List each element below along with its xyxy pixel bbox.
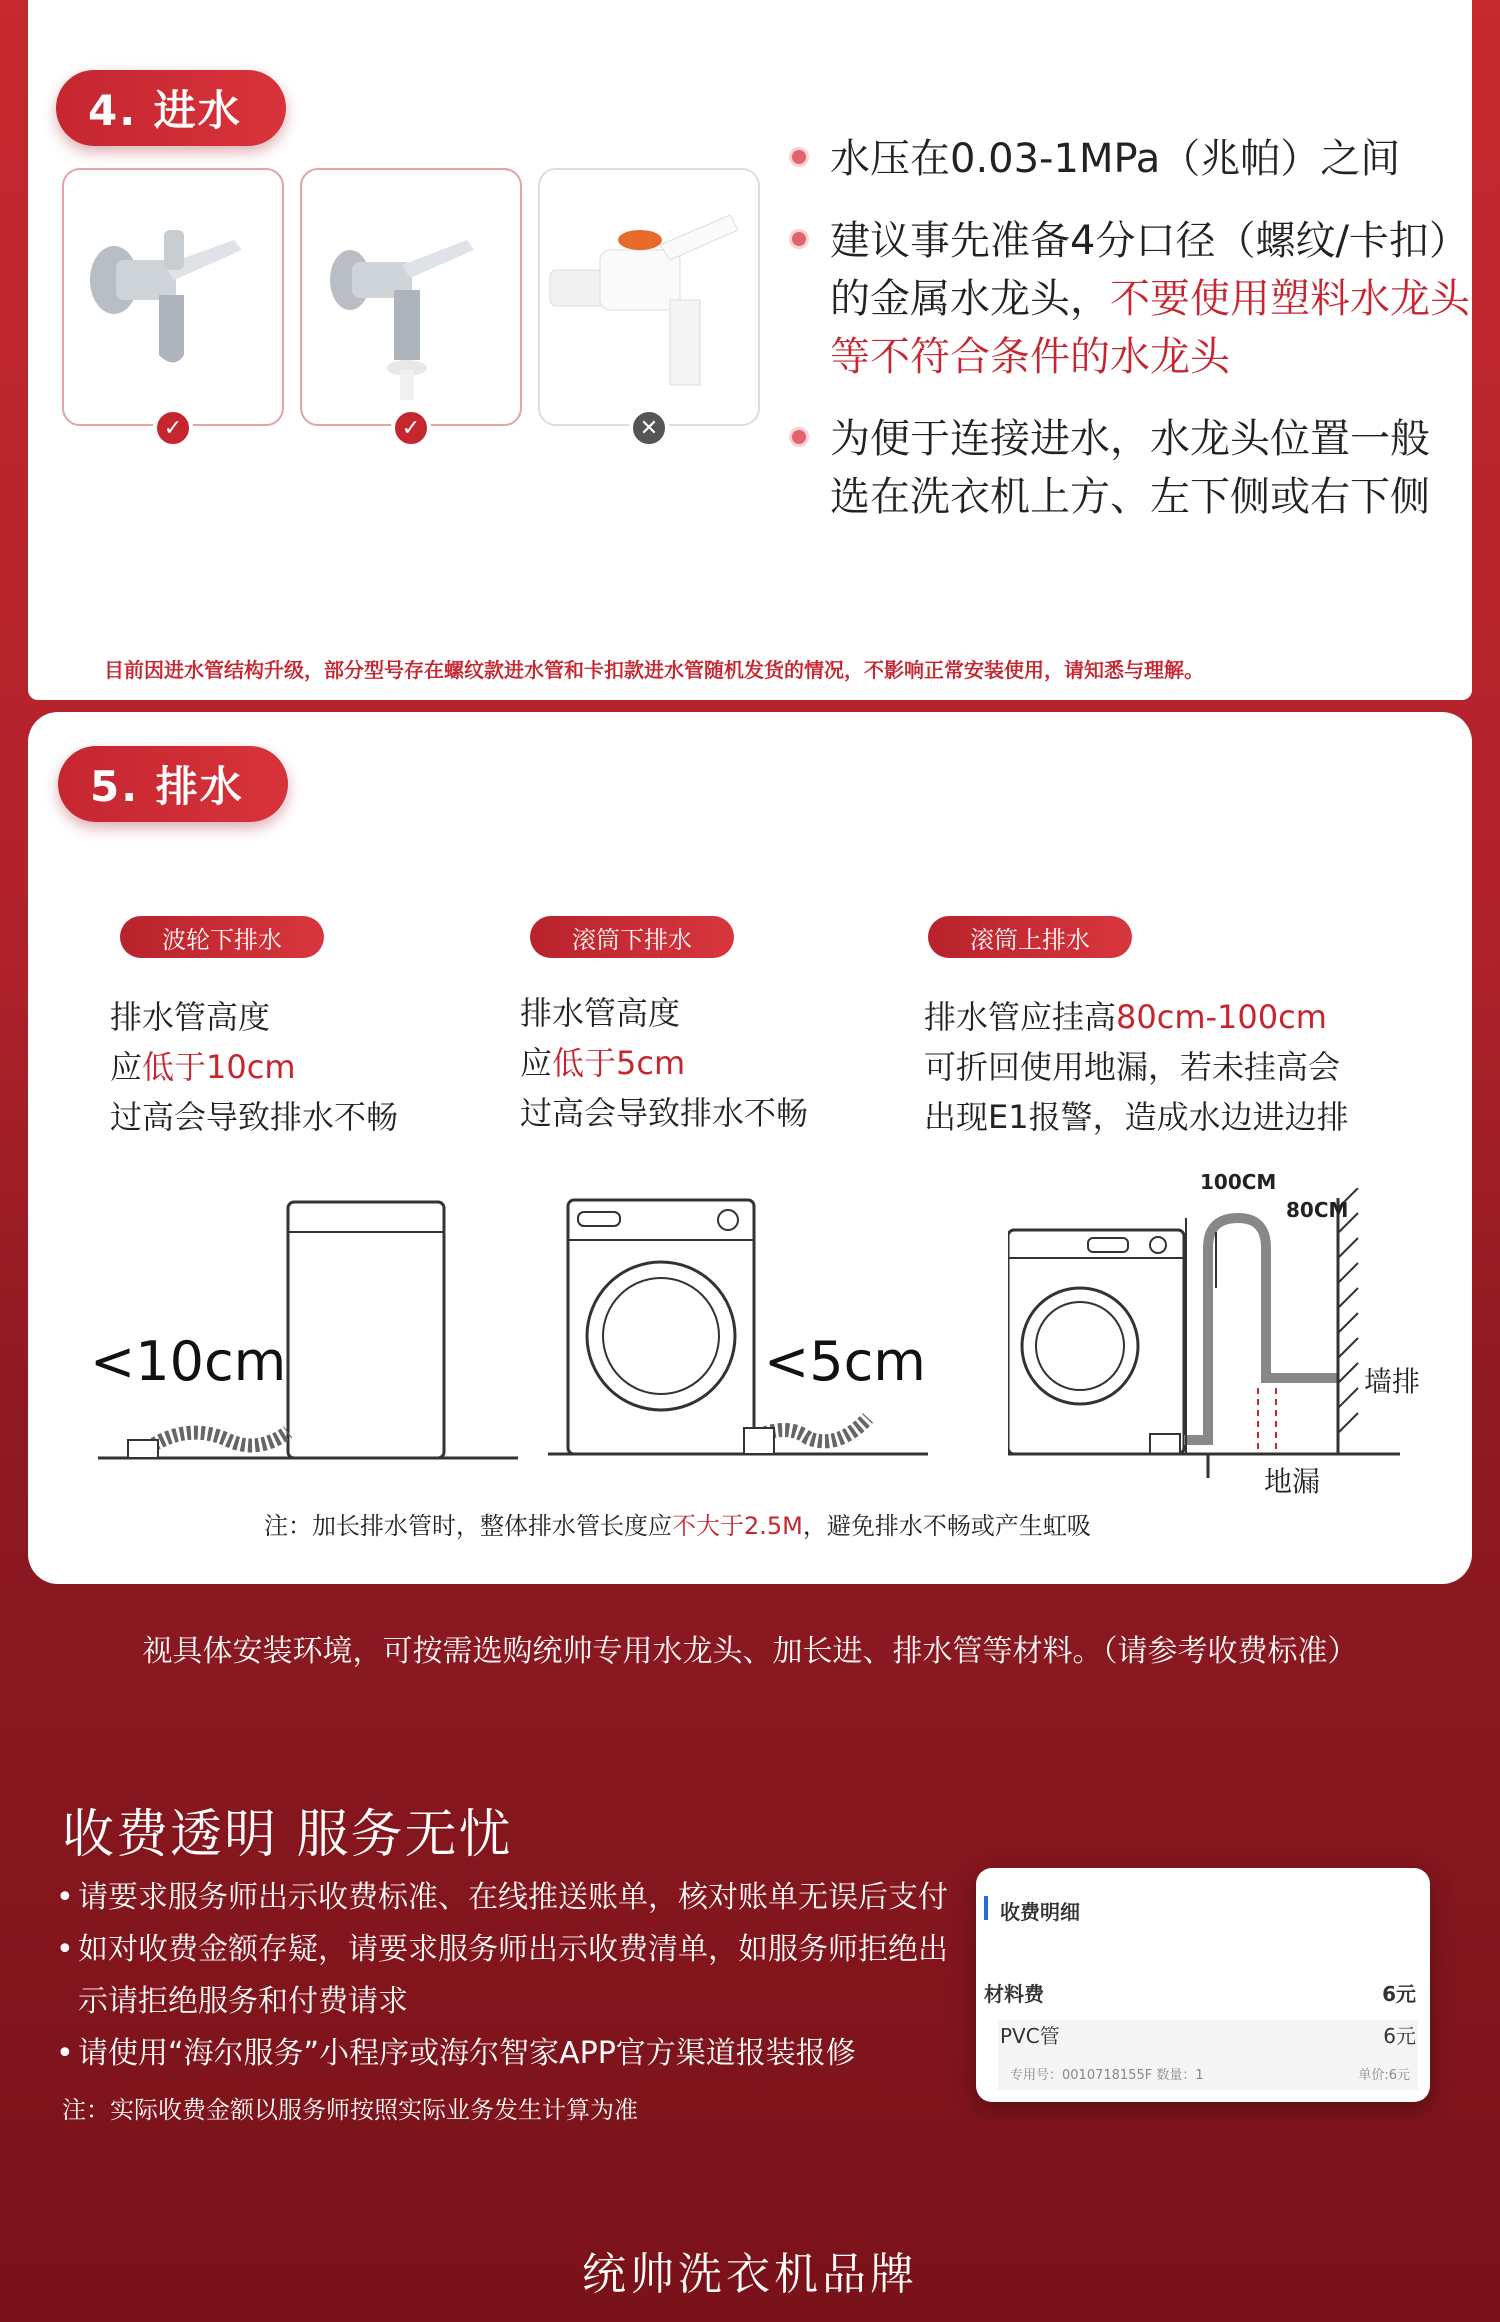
col1-line1: 排水管高度 bbox=[110, 998, 271, 1036]
fee-receipt-card bbox=[976, 1868, 1430, 2102]
receipt-item-name: PVC管 bbox=[1000, 2024, 1060, 2048]
height-label-5cm: <5cm bbox=[764, 1330, 926, 1393]
pill-front-load-top-drain: 滚筒上排水 bbox=[928, 916, 1132, 958]
fee-rule-item: • 请要求服务师出示收费标准、在线推送账单，核对账单无误后支付 bbox=[56, 1872, 976, 1924]
height-80cm-label: 80CM bbox=[1286, 1198, 1349, 1222]
col2-line2 bbox=[520, 1038, 808, 1088]
bullet-faucet-type bbox=[830, 212, 1470, 386]
col3-line2: 可折回使用地漏，若未挂高会 bbox=[924, 1048, 1341, 1086]
bullet-dot-icon bbox=[792, 430, 806, 444]
brand-heading: 统帅洗衣机品牌 bbox=[582, 2249, 918, 2300]
pill-front-load-bottom-drain: 滚筒下排水 bbox=[530, 916, 734, 958]
col2-line1: 排水管高度 bbox=[520, 994, 681, 1032]
receipt-category-price: 6元 bbox=[1382, 1982, 1416, 2006]
drain-length-note bbox=[264, 1506, 1091, 1541]
materials-banner: 视具体安装环境，可按需选购统帅专用水龙头、加长进、排水管等材料。（请参考收费标准） bbox=[142, 1634, 1358, 1669]
col1-line2 bbox=[110, 1042, 398, 1092]
inlet-card bbox=[28, 0, 1472, 700]
height-100cm-label: 100CM bbox=[1200, 1170, 1277, 1194]
receipt-category: 材料费 bbox=[984, 1982, 1044, 2006]
bullet-text: 为便于连接进水，水龙头位置一般选在洗衣机上方、左下侧或右下侧 bbox=[830, 416, 1430, 520]
faucet-icon bbox=[64, 170, 286, 428]
check-icon: ✓ bbox=[153, 408, 193, 448]
col1-line2-prefix: 应 bbox=[110, 1048, 143, 1086]
fee-note: 注：实际收费金额以服务师按照实际业务发生计算为准 bbox=[62, 2096, 638, 2124]
col2-line2-prefix: 应 bbox=[520, 1044, 553, 1082]
receipt-item-code: 专用号：0010718155F 数量：1 bbox=[1010, 2068, 1204, 2083]
drain-note-suffix: ，避免排水不畅或产生虹吸 bbox=[802, 1512, 1091, 1540]
inlet-notice: 目前因进水管结构升级，部分型号存在螺纹款进水管和卡扣款进水管随机发货的情况，不影响正常安装使用，请知悉与理解。 bbox=[104, 658, 1204, 682]
receipt-item-price: 6元 bbox=[1383, 2024, 1416, 2048]
col1-text bbox=[110, 992, 398, 1142]
floor-drain-label: 地漏 bbox=[1264, 1465, 1321, 1498]
col3-line1 bbox=[924, 992, 1349, 1042]
pill-top-load-drain: 波轮下排水 bbox=[120, 916, 324, 958]
faucet-icon bbox=[302, 170, 524, 428]
bullet-faucet-position bbox=[830, 410, 1450, 526]
height-label-10cm: <10cm bbox=[90, 1330, 287, 1393]
col2-text bbox=[520, 988, 808, 1138]
plastic-faucet-image bbox=[538, 168, 760, 441]
col3-text bbox=[924, 992, 1349, 1142]
bullet-text: 建议事先准备4分口径（螺纹/卡扣）的金属水龙头， bbox=[830, 218, 1469, 322]
bullet-dot-icon bbox=[792, 150, 806, 164]
drain-note-prefix: 注：加长排水管时，整体排水管长度应 bbox=[264, 1512, 672, 1540]
col3-height-range: 80cm-100cm bbox=[1116, 998, 1327, 1036]
receipt-accent-bar bbox=[984, 1896, 988, 1920]
high-drain-diagram bbox=[1008, 1188, 1428, 1508]
cross-icon: ✕ bbox=[629, 408, 669, 448]
section-5-badge: 5. 排水 bbox=[58, 746, 288, 822]
fee-rule-item: • 如对收费金额存疑，请要求服务师出示收费清单，如服务师拒绝出示请拒绝服务和付费请求 bbox=[56, 1924, 976, 2028]
col1-line3: 过高会导致排水不畅 bbox=[110, 1098, 399, 1136]
fee-section-title: 收费透明 服务无忧 bbox=[62, 1805, 513, 1865]
col2-height-limit: 低于5cm bbox=[552, 1044, 686, 1082]
col1-height-limit: 低于10cm bbox=[142, 1048, 296, 1086]
wall-drain-label: 墙排 bbox=[1364, 1365, 1421, 1398]
metal-faucet-image-2 bbox=[300, 168, 522, 441]
col3-line3: 出现E1报警，造成水边进边排 bbox=[924, 1098, 1349, 1136]
fee-rule-item: • 请使用“海尔服务”小程序或海尔智家APP官方渠道报装报修 bbox=[56, 2028, 976, 2080]
bullet-water-pressure bbox=[830, 130, 1450, 188]
receipt-unit-price: 单价:6元 bbox=[1358, 2068, 1410, 2083]
col2-line3: 过高会导致排水不畅 bbox=[520, 1094, 809, 1132]
fee-rules-list bbox=[56, 1872, 976, 2080]
bullet-warning-text: 不要使用塑料水龙头等不符合条件的水龙头 bbox=[830, 276, 1470, 380]
drain-note-limit: 不大于2.5M bbox=[672, 1512, 803, 1540]
receipt-title: 收费明细 bbox=[1000, 1900, 1080, 1924]
plastic-faucet-icon bbox=[540, 170, 762, 428]
col3-line1-prefix: 排水管应挂高 bbox=[924, 998, 1117, 1036]
bullet-dot-icon bbox=[792, 232, 806, 246]
check-icon: ✓ bbox=[391, 408, 431, 448]
drain-card bbox=[28, 712, 1472, 1584]
section-4-badge: 4. 进水 bbox=[56, 70, 286, 146]
metal-faucet-image-1 bbox=[62, 168, 284, 441]
bullet-text: 水压在0.03-1MPa（兆帕）之间 bbox=[830, 136, 1401, 182]
